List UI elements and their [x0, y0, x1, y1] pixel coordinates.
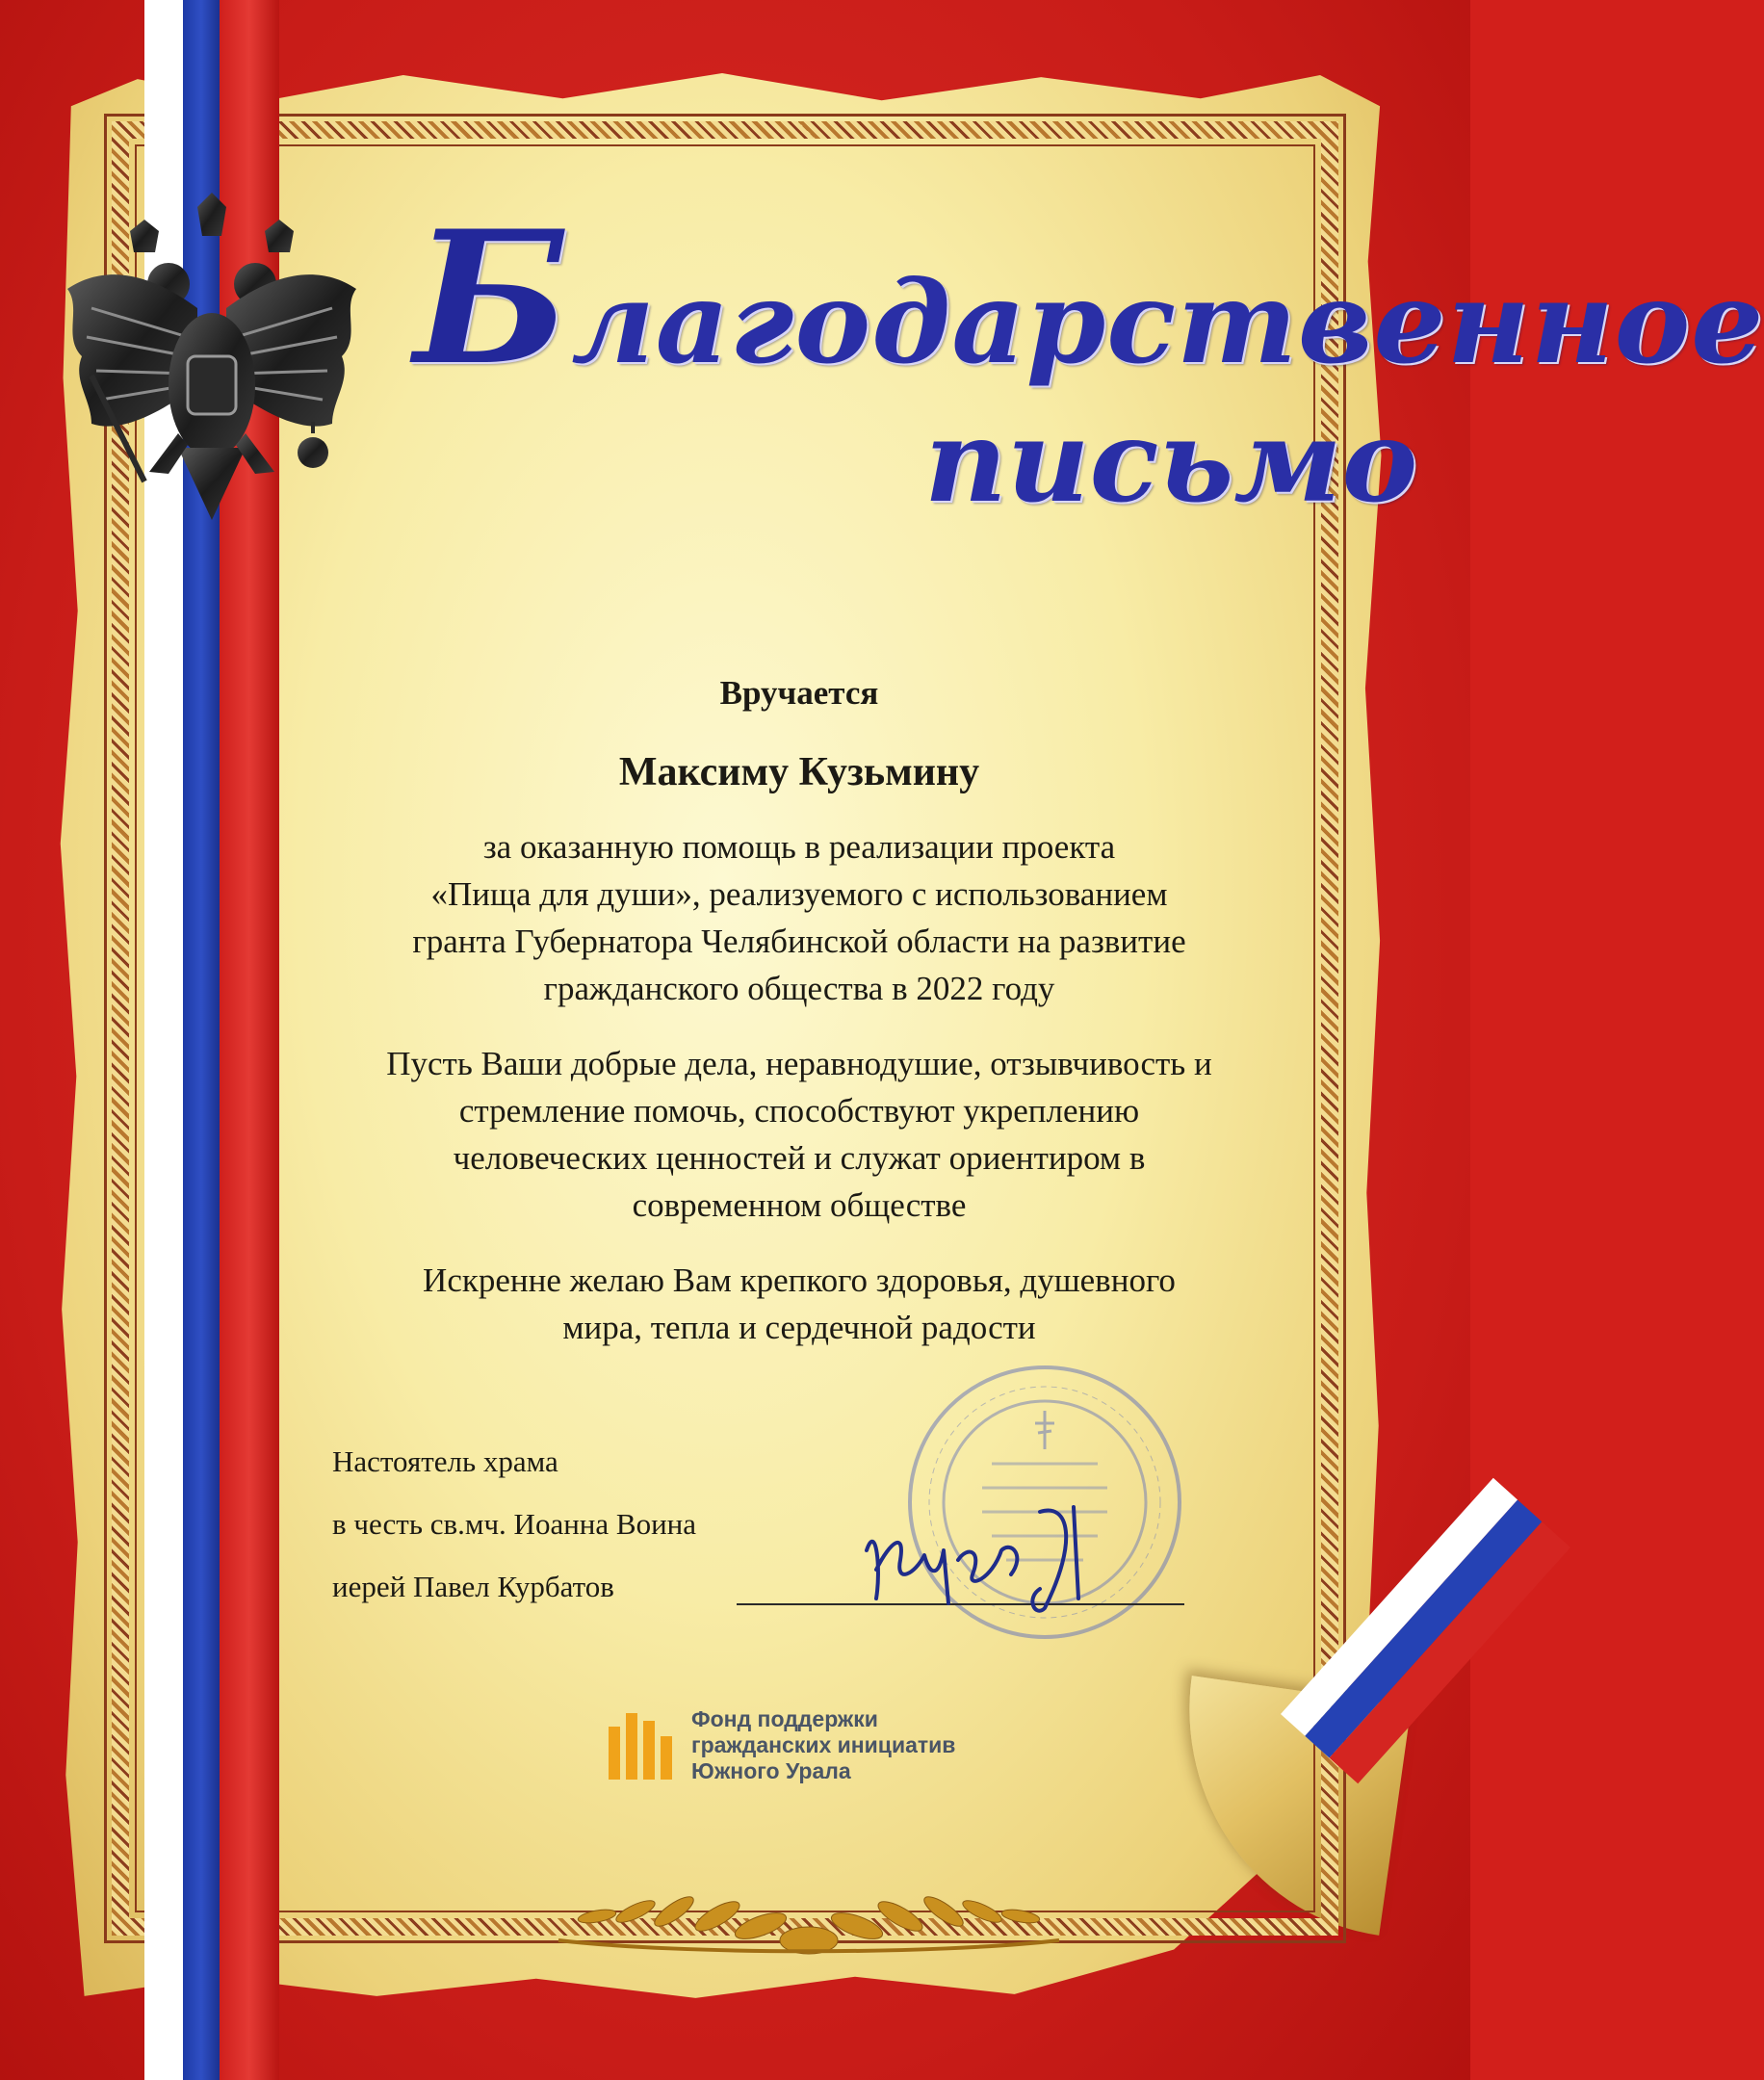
signatory-name: иерей Павел Курбатов	[332, 1570, 614, 1603]
fund-name-line: гражданских инициатив	[691, 1732, 956, 1757]
certificate-title	[414, 191, 1764, 405]
title-line-1: лагодарственное	[571, 255, 1764, 389]
laurel-ornament-icon	[539, 1873, 1078, 1964]
reason-line: за оказанную помощь в реализации проекта	[482, 828, 1116, 866]
wish-line: современном обществе	[632, 1186, 967, 1224]
awarded-label: Вручается	[719, 674, 879, 712]
signatory-church: в честь св.мч. Иоанна Воина	[332, 1507, 697, 1541]
wish-line: стремление помочь, способствуют укреплению	[458, 1092, 1140, 1130]
wish-line: Пусть Ваши добрые дела, неравнодушие, отзывчивость и	[386, 1045, 1212, 1082]
double-headed-eagle-icon	[53, 193, 371, 559]
signatory-title: Настоятель храма	[332, 1444, 558, 1478]
fund-name	[691, 1706, 955, 1784]
wish-line: Искренне желаю Вам крепкого здоровья, душевного	[423, 1261, 1176, 1299]
wish-line: человеческих ценностей и служат ориентиром в	[453, 1139, 1146, 1177]
fund-logo-icon	[607, 1709, 679, 1781]
fund-name-line: Южного Урала	[691, 1758, 851, 1783]
reason-paragraph	[289, 823, 1310, 1012]
fund-name-line: Фонд поддержки	[691, 1706, 878, 1731]
reason-line: гражданского общества в 2022 году	[543, 970, 1055, 1007]
title-initial-letter: Б	[414, 191, 572, 405]
wish-paragraph-1	[289, 1040, 1310, 1229]
title-line-2: письмо	[924, 394, 1418, 528]
reason-line: «Пища для души», реализуемого с использованием	[430, 875, 1168, 913]
wish-paragraph-2	[289, 1257, 1310, 1351]
reason-line: гранта Губернатора Челябинской области на развитие	[412, 923, 1186, 960]
wish-line: мира, тепла и сердечной радости	[562, 1309, 1036, 1346]
recipient-name: Максиму Кузьмину	[618, 750, 980, 794]
handwritten-signature	[847, 1483, 1136, 1627]
